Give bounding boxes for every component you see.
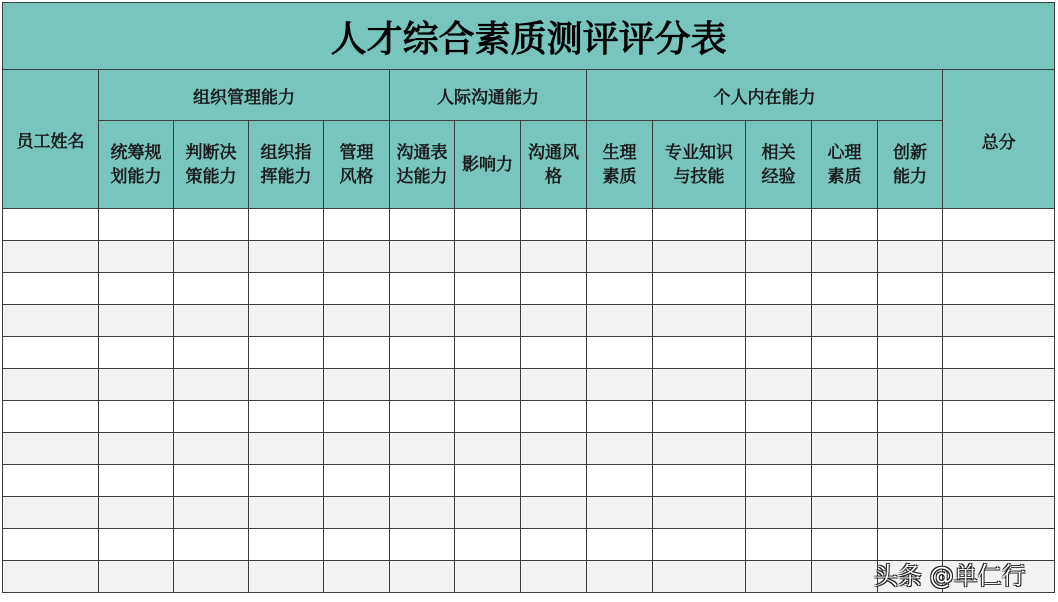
table-cell[interactable] — [878, 305, 943, 337]
table-cell[interactable] — [174, 209, 249, 241]
watermark-text: 头条 @单仁行 — [874, 562, 1026, 590]
sub-header-related-experience[interactable]: 相关经验 — [746, 121, 812, 209]
table-cell[interactable] — [3, 561, 99, 593]
table-cell[interactable] — [3, 401, 99, 433]
table-cell[interactable] — [99, 337, 174, 369]
table-cell[interactable] — [249, 369, 324, 401]
table-cell[interactable] — [653, 273, 746, 305]
table-cell[interactable] — [653, 465, 746, 497]
table-cell[interactable] — [455, 209, 521, 241]
table-cell[interactable] — [249, 209, 324, 241]
table-cell[interactable] — [587, 433, 653, 465]
table-row — [3, 433, 1055, 465]
table-cell[interactable] — [878, 433, 943, 465]
table-cell[interactable] — [878, 465, 943, 497]
table-cell[interactable] — [653, 529, 746, 561]
table-cell[interactable] — [812, 369, 878, 401]
table-cell[interactable] — [455, 561, 521, 593]
table-cell[interactable] — [324, 433, 390, 465]
table-cell[interactable] — [521, 337, 587, 369]
table-cell[interactable] — [521, 241, 587, 273]
table-cell[interactable] — [455, 273, 521, 305]
table-cell[interactable] — [249, 529, 324, 561]
table-cell[interactable] — [943, 273, 1055, 305]
table-cell[interactable] — [99, 305, 174, 337]
table-cell[interactable] — [746, 273, 812, 305]
table-cell[interactable] — [174, 305, 249, 337]
table-cell[interactable] — [943, 497, 1055, 529]
table-cell[interactable] — [587, 273, 653, 305]
table-cell[interactable] — [3, 529, 99, 561]
table-row — [3, 209, 1055, 241]
table-cell[interactable] — [324, 561, 390, 593]
table-cell[interactable] — [812, 337, 878, 369]
table-cell[interactable] — [324, 273, 390, 305]
table-cell[interactable] — [390, 273, 455, 305]
table-cell[interactable] — [390, 209, 455, 241]
total-score-header[interactable]: 总分 — [943, 70, 1055, 209]
table-cell[interactable] — [3, 433, 99, 465]
table-cell[interactable] — [324, 305, 390, 337]
group-header-communication[interactable]: 人际沟通能力 — [390, 70, 587, 121]
table-cell[interactable] — [812, 273, 878, 305]
table-cell[interactable] — [3, 209, 99, 241]
table-cell[interactable] — [943, 209, 1055, 241]
table-cell[interactable] — [455, 497, 521, 529]
table-cell[interactable] — [3, 305, 99, 337]
table-row — [3, 241, 1055, 273]
sub-header-physical-quality[interactable]: 生理素质 — [587, 121, 653, 209]
table-cell[interactable] — [99, 369, 174, 401]
table-cell[interactable] — [174, 465, 249, 497]
table-cell[interactable] — [587, 337, 653, 369]
table-row — [3, 305, 1055, 337]
sub-header-organize-command[interactable]: 组织指挥能力 — [249, 121, 324, 209]
table-cell[interactable] — [878, 337, 943, 369]
table-cell[interactable] — [943, 369, 1055, 401]
table-cell[interactable] — [653, 497, 746, 529]
table-cell[interactable] — [174, 369, 249, 401]
table-cell[interactable] — [455, 337, 521, 369]
table-cell[interactable] — [943, 305, 1055, 337]
table-cell[interactable] — [174, 273, 249, 305]
table-cell[interactable] — [99, 209, 174, 241]
sub-header-communication-expression[interactable]: 沟通表达能力 — [390, 121, 455, 209]
table-cell[interactable] — [878, 241, 943, 273]
sub-header-judgment-decision[interactable]: 判断决策能力 — [174, 121, 249, 209]
table-cell[interactable] — [812, 209, 878, 241]
sub-header-innovation-ability[interactable]: 创新能力 — [878, 121, 943, 209]
table-cell[interactable] — [455, 401, 521, 433]
sub-header-management-style[interactable]: 管理风格 — [324, 121, 390, 209]
table-cell[interactable] — [587, 561, 653, 593]
table-cell[interactable] — [878, 401, 943, 433]
table-cell[interactable] — [3, 241, 99, 273]
table-cell[interactable] — [390, 337, 455, 369]
table-row — [3, 273, 1055, 305]
table-cell[interactable] — [99, 241, 174, 273]
table-cell[interactable] — [99, 273, 174, 305]
table-cell[interactable] — [521, 273, 587, 305]
table-cell[interactable] — [653, 369, 746, 401]
table-cell[interactable] — [653, 401, 746, 433]
table-cell[interactable] — [249, 273, 324, 305]
table-cell[interactable] — [174, 561, 249, 593]
table-cell[interactable] — [99, 529, 174, 561]
table-cell[interactable] — [521, 401, 587, 433]
table-cell[interactable] — [521, 465, 587, 497]
table-cell[interactable] — [653, 209, 746, 241]
table-cell[interactable] — [587, 497, 653, 529]
table-cell[interactable] — [587, 401, 653, 433]
table-cell[interactable] — [99, 433, 174, 465]
table-cell[interactable] — [746, 369, 812, 401]
table-cell[interactable] — [878, 209, 943, 241]
sheet-title: 人才综合素质测评评分表 — [3, 3, 1055, 70]
table-cell[interactable] — [812, 529, 878, 561]
table-cell[interactable] — [587, 209, 653, 241]
sub-header-overall-planning[interactable]: 统筹规划能力 — [99, 121, 174, 209]
table-cell[interactable] — [943, 465, 1055, 497]
table-cell[interactable] — [249, 401, 324, 433]
table-cell[interactable] — [653, 305, 746, 337]
group-header-organization[interactable]: 组织管理能力 — [99, 70, 390, 121]
table-cell[interactable] — [3, 337, 99, 369]
table-cell[interactable] — [746, 497, 812, 529]
table-cell[interactable] — [249, 497, 324, 529]
table-cell[interactable] — [324, 497, 390, 529]
table-cell[interactable] — [174, 497, 249, 529]
table-cell[interactable] — [812, 305, 878, 337]
table-cell[interactable] — [521, 305, 587, 337]
table-cell[interactable] — [943, 401, 1055, 433]
table-cell[interactable] — [746, 209, 812, 241]
table-row — [3, 465, 1055, 497]
table-cell[interactable] — [878, 497, 943, 529]
table-cell[interactable] — [587, 305, 653, 337]
table-cell[interactable] — [653, 433, 746, 465]
table-cell[interactable] — [324, 209, 390, 241]
table-cell[interactable] — [455, 529, 521, 561]
table-cell[interactable] — [390, 465, 455, 497]
table-cell[interactable] — [249, 433, 324, 465]
table-cell[interactable] — [390, 369, 455, 401]
table-cell[interactable] — [521, 561, 587, 593]
table-cell[interactable] — [174, 337, 249, 369]
table-cell[interactable] — [390, 529, 455, 561]
table-cell[interactable] — [99, 465, 174, 497]
sub-header-influence[interactable]: 影响力 — [455, 121, 521, 209]
table-cell[interactable] — [455, 305, 521, 337]
table-cell[interactable] — [746, 337, 812, 369]
table-cell[interactable] — [521, 497, 587, 529]
table-cell[interactable] — [174, 241, 249, 273]
table-cell[interactable] — [249, 305, 324, 337]
table-cell[interactable] — [521, 209, 587, 241]
table-cell[interactable] — [746, 241, 812, 273]
table-cell[interactable] — [174, 401, 249, 433]
table-cell[interactable] — [390, 561, 455, 593]
table-cell[interactable] — [3, 497, 99, 529]
table-cell[interactable] — [812, 465, 878, 497]
table-cell[interactable] — [746, 561, 812, 593]
table-cell[interactable] — [653, 241, 746, 273]
table-cell[interactable] — [587, 529, 653, 561]
table-cell[interactable] — [324, 369, 390, 401]
table-cell[interactable] — [174, 433, 249, 465]
table-cell[interactable] — [812, 433, 878, 465]
table-cell[interactable] — [812, 561, 878, 593]
table-cell[interactable] — [587, 465, 653, 497]
table-cell[interactable] — [746, 401, 812, 433]
table-cell[interactable] — [878, 369, 943, 401]
employee-name-header[interactable]: 员工姓名 — [3, 70, 99, 209]
table-cell[interactable] — [174, 529, 249, 561]
table-cell[interactable] — [943, 433, 1055, 465]
table-cell[interactable] — [324, 465, 390, 497]
table-cell[interactable] — [3, 273, 99, 305]
table-row — [3, 497, 1055, 529]
table-cell[interactable] — [249, 241, 324, 273]
table-cell[interactable] — [324, 241, 390, 273]
table-cell[interactable] — [3, 465, 99, 497]
table-cell[interactable] — [99, 401, 174, 433]
table-cell[interactable] — [249, 561, 324, 593]
table-cell[interactable] — [746, 305, 812, 337]
table-cell[interactable] — [390, 401, 455, 433]
table-cell[interactable] — [746, 529, 812, 561]
table-cell[interactable] — [587, 241, 653, 273]
table-cell[interactable] — [324, 529, 390, 561]
table-cell[interactable] — [812, 241, 878, 273]
table-cell[interactable] — [878, 273, 943, 305]
table-cell[interactable] — [455, 369, 521, 401]
evaluation-table — [2, 2, 1055, 593]
table-cell[interactable] — [455, 433, 521, 465]
table-cell[interactable] — [521, 369, 587, 401]
table-cell[interactable] — [587, 369, 653, 401]
table-cell[interactable] — [943, 241, 1055, 273]
table-cell[interactable] — [521, 529, 587, 561]
table-cell[interactable] — [99, 497, 174, 529]
table-cell[interactable] — [455, 465, 521, 497]
table-cell[interactable] — [390, 305, 455, 337]
table-cell[interactable] — [390, 241, 455, 273]
table-cell[interactable] — [324, 401, 390, 433]
table-cell[interactable] — [249, 465, 324, 497]
spreadsheet — [2, 2, 1054, 598]
sub-header-professional-knowledge[interactable]: 专业知识与技能 — [653, 121, 746, 209]
table-cell[interactable] — [324, 337, 390, 369]
table-row — [3, 337, 1055, 369]
table-row — [3, 401, 1055, 433]
table-cell[interactable] — [99, 561, 174, 593]
table-cell[interactable] — [521, 433, 587, 465]
group-header-personal[interactable]: 个人内在能力 — [587, 70, 943, 121]
sub-header-psychological-quality[interactable]: 心理素质 — [812, 121, 878, 209]
table-cell[interactable] — [653, 337, 746, 369]
table-cell[interactable] — [943, 337, 1055, 369]
table-cell[interactable] — [653, 561, 746, 593]
sub-header-communication-style[interactable]: 沟通风格 — [521, 121, 587, 209]
table-cell[interactable] — [390, 497, 455, 529]
table-cell[interactable] — [746, 433, 812, 465]
table-cell[interactable] — [746, 465, 812, 497]
table-cell[interactable] — [455, 241, 521, 273]
table-cell[interactable] — [812, 401, 878, 433]
table-cell[interactable] — [3, 369, 99, 401]
table-cell[interactable] — [249, 337, 324, 369]
table-cell[interactable] — [390, 433, 455, 465]
table-cell[interactable] — [812, 497, 878, 529]
table-row — [3, 369, 1055, 401]
